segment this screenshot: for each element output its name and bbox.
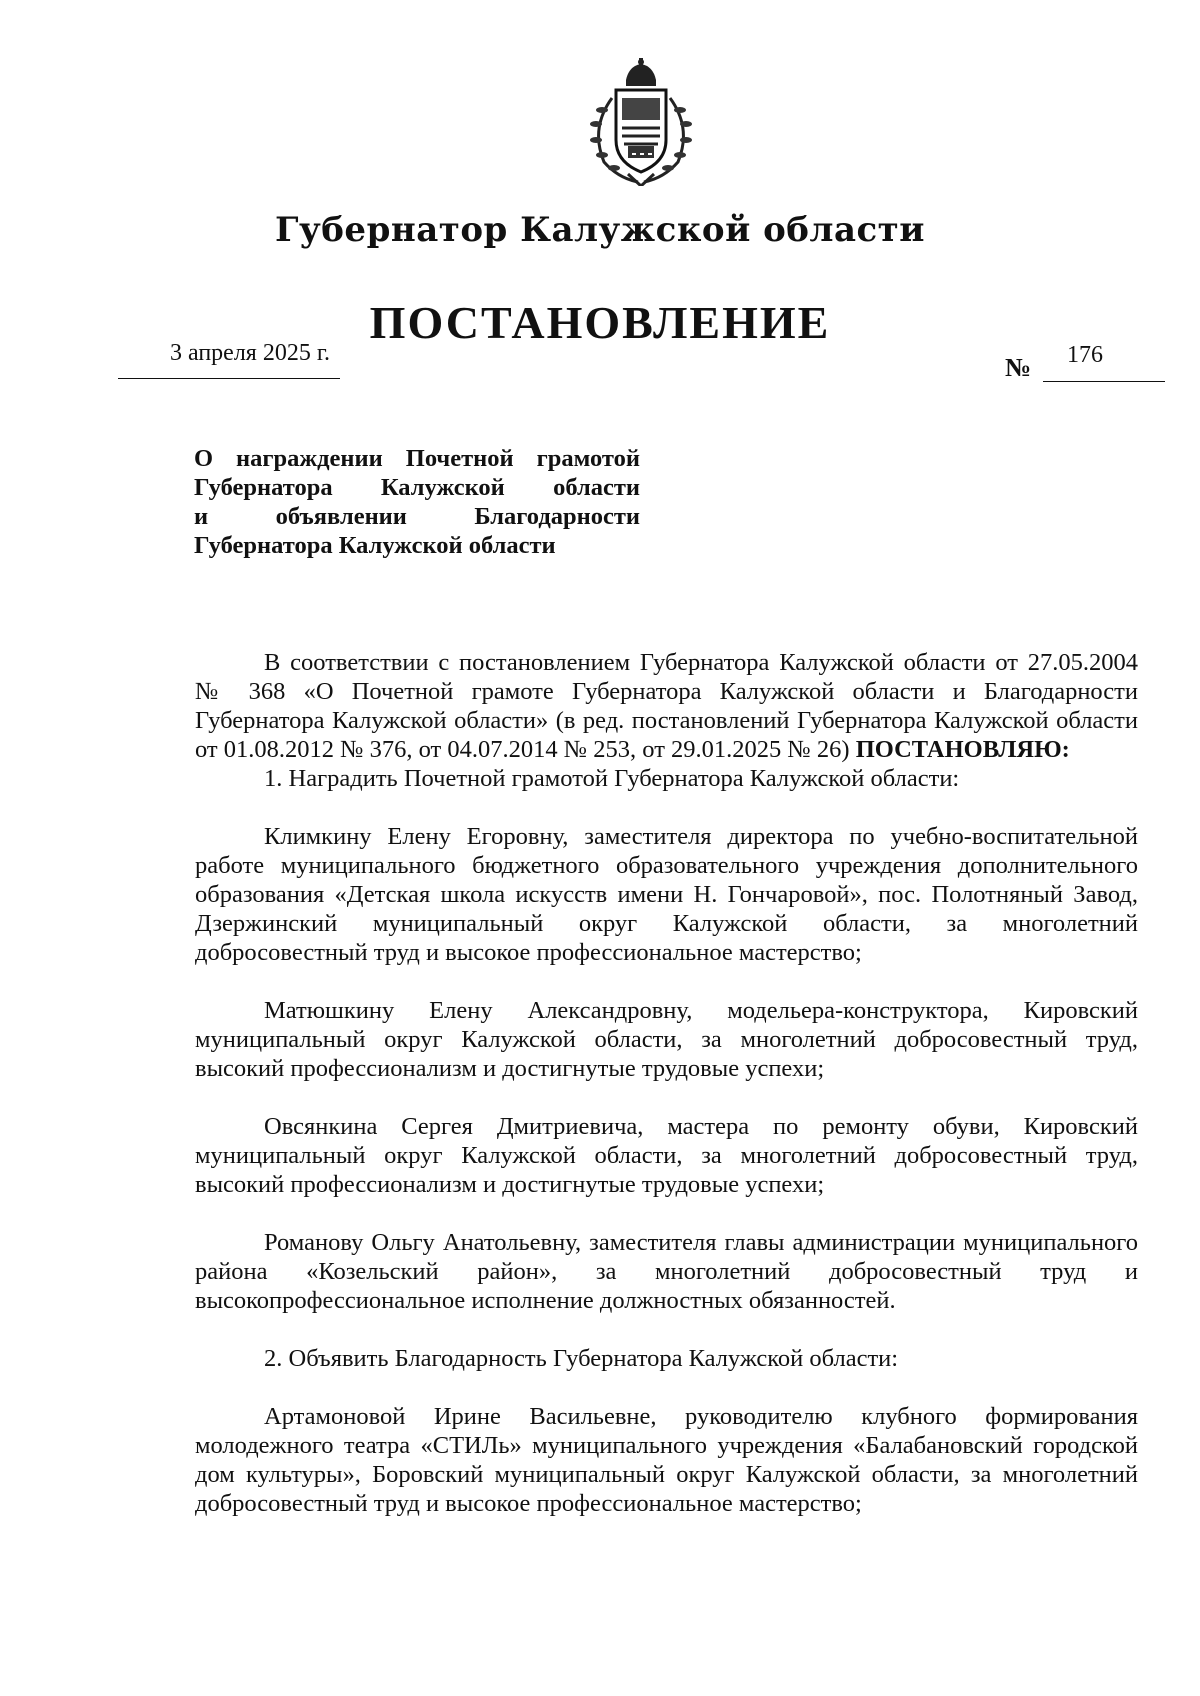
document-subject <box>194 444 640 560</box>
item-1: 1. Наградить Почетной грамотой Губернатора Калужской области: <box>264 765 960 792</box>
document-type-title: ПОСТАНОВЛЕНИЕ <box>369 297 831 348</box>
document-number: 176 <box>1067 342 1103 368</box>
preamble-paragraph <box>195 648 1138 764</box>
coat-of-arms-icon <box>582 58 700 186</box>
subject-line: О награждении Почетной грамотой <box>194 445 640 472</box>
issuing-authority: Губернатор Калужской области <box>275 210 925 250</box>
document-date: 3 апреля 2025 г. <box>170 340 330 366</box>
awardee-paragraph: Матюшкину Елену Александровну, модельера-конструктора, Кировский муниципальный округ Калужской области, за многолетний добросовестный труд, высокий профессионализм и достигнутые трудовые успехи; <box>195 997 1138 1082</box>
subject-line: и объявлении Благодарности <box>194 503 640 530</box>
item-2: 2. Объявить Благодарность Губернатора Калужской области: <box>264 1345 899 1372</box>
subject-line: Губернатора Калужской области <box>194 474 640 501</box>
document-body <box>195 648 1138 1518</box>
subject-line: Губернатора Калужской области <box>194 532 556 559</box>
awardee-paragraph: Овсянкина Сергея Дмитриевича, мастера по ремонту обуви, Кировский муниципальный округ Калужской области, за многолетний добросовестный труд, высокий профессионализм и достигнутые трудовые успехи; <box>195 1113 1138 1198</box>
awardee-paragraph: Романову Ольгу Анатольевну, заместителя главы администрации муниципального района «Козельский район», за многолетний добросовестный труд и высокопрофессиональное исполнение должностных обязанностей. <box>195 1229 1138 1314</box>
number-underline <box>1043 381 1165 382</box>
awardee-paragraph: Климкину Елену Егоровну, заместителя директора по учебно-воспитательной работе муниципального бюджетного образовательного учреждения дополнительного образования «Детская школа искусств имени Н. Гончаровой», пос. Полотняный Завод, Дзержинский муниципальный округ Калужской области, за многолетний добросовестный труд и высокое профессиональное мастерство; <box>195 823 1138 966</box>
preamble-text: В соответствии с постановлением Губернатора Калужской области от 27.05.2004 № 368 «О Почетной грамоте Губернатора Калужской области и Благодарности Губернатора Калужской области» (в ред. постановлений Губернатора Калужской области от 01.08.2012 № 376, от 04.07.2014 № 253, от 29.01.2025 № 26) <box>195 649 1138 763</box>
thanks-paragraph: Артамоновой Ирине Васильевне, руководителю клубного формирования молодежного театра «СТИЛь» муниципального учреждения «Балабановский городской дом культуры», Боровский муниципальный округ Калужской области, за многолетний добросовестный труд и высокое профессиональное мастерство; <box>195 1403 1138 1517</box>
date-field <box>118 340 340 379</box>
number-label: № <box>1005 353 1032 382</box>
decree-word: ПОСТАНОВЛЯЮ: <box>855 736 1070 763</box>
